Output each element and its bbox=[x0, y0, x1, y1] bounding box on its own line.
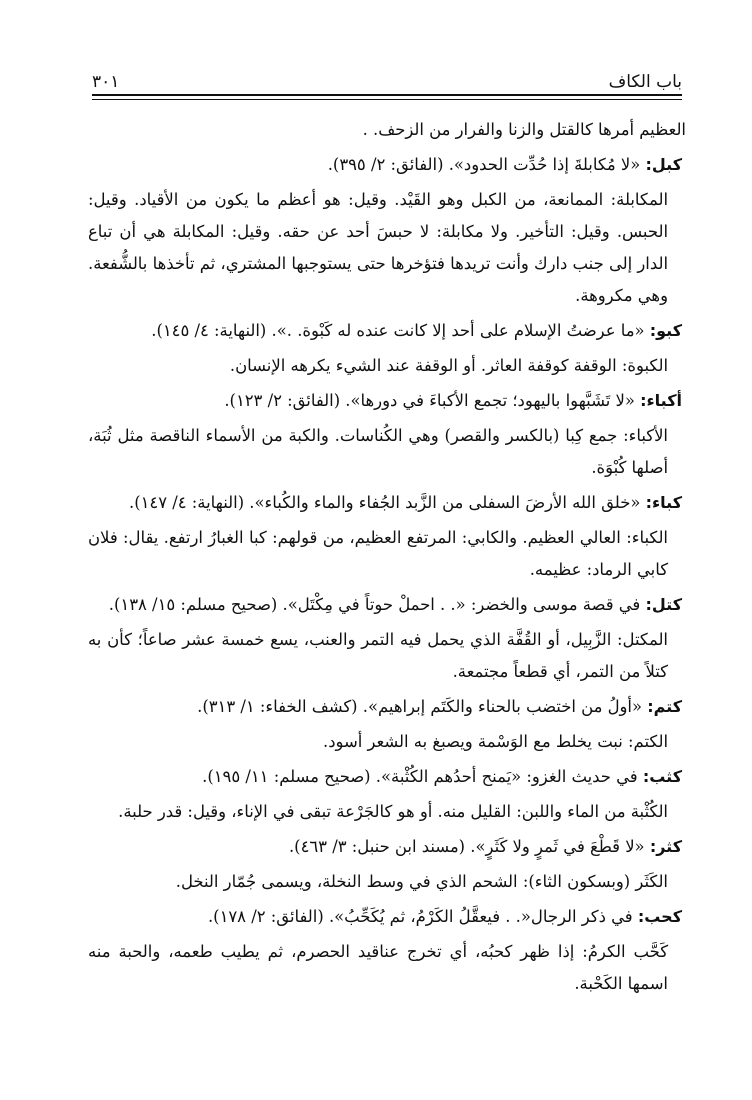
header-rule-thin bbox=[92, 99, 682, 100]
entry-kathr bbox=[88, 831, 686, 863]
headword: أكباء: bbox=[640, 391, 682, 410]
entry-text: «خلق الله الأرضَ السفلى من الزَّبد الجُفاء والماء والكُباء». (النهاية: ٤/ ١٤٧). bbox=[129, 493, 646, 512]
entry-text: «أولُ من اختضب بالحناء والكَتَم إبراهيم». (كشف الخفاء: ١/ ٣١٣). bbox=[197, 697, 648, 716]
page-header bbox=[92, 58, 682, 92]
entry-text: في حديث الغزو: «يَمنح أحدُهم الكُثْبة». (صحيح مسلم: ١١/ ١٩٥). bbox=[202, 767, 643, 786]
entry-kahb bbox=[88, 901, 686, 933]
entry-text: «لا تَشَبَّهوا باليهود؛ تجمع الأكباءَ في دورها». (الفائق: ٢/ ١٢٣). bbox=[224, 391, 641, 410]
header-rule-thick bbox=[92, 94, 682, 96]
explanation-paragraph: الكبوة: الوقفة كوقفة العاثر. أو الوقفة عند الشيء يكرهه الإنسان. bbox=[229, 356, 668, 375]
headword: كحب: bbox=[637, 907, 682, 926]
entry-text: في ذكر الرجال«. . فيعقَّلُ الكَرْمُ، ثم يُكَحِّبُ». (الفائق: ٢/ ١٧٨). bbox=[207, 907, 638, 926]
headword: كتل: bbox=[645, 595, 682, 614]
explanation-paragraph: الكباء: العالي العظيم. والكابي: المرتفع العظيم، من قولهم: كبا الغبارُ ارتفع. يقال: فلان كابي الرماد: عظيمه. bbox=[88, 528, 668, 579]
entry-text: «لا قَطْعَ في ثَمرٍ ولا كَثَرٍ». (مسند ابن حنبل: ٣/ ٤٦٣). bbox=[288, 837, 650, 856]
explanation-paragraph: الكتم: نبت يخلط مع الوَسْمة ويصبغ به الشعر أسود. bbox=[323, 732, 668, 751]
entry-katm bbox=[88, 691, 686, 723]
explanation-paragraph: الكُثْبة من الماء واللبن: القليل منه. أو هو كالجَرْعة تبقى في الإناء، وقيل: قدر حلبة. bbox=[118, 802, 668, 821]
entry-kathb bbox=[88, 761, 686, 793]
continued-paragraph: العظيم أمرها كالقتل والزنا والفرار من الزحف. . bbox=[362, 120, 686, 139]
explanation-paragraph: الكَثَر (وبسكون الثاء): الشحم الذي في وسط النخلة، ويسمى جُمّار النخل. bbox=[175, 872, 668, 891]
headword: كثر: bbox=[649, 837, 682, 856]
entry-kiba bbox=[88, 487, 686, 519]
entry-kabl bbox=[88, 149, 686, 181]
entry-text: «ما عرضتُ الإسلام على أحد إلا كانت عنده له كَبْوة. .». (النهاية: ٤/ ١٤٥). bbox=[151, 321, 650, 340]
entry-text: «لا مُكابلةَ إذا حُدِّت الحدود». (الفائق: ٢/ ٣٩٥). bbox=[327, 155, 646, 174]
headword: كتم: bbox=[647, 697, 682, 716]
explanation-paragraph: كَحَّب الكرمُ: إذا ظهر كحبُه، أي تخرج عناقيد الحصرم، ثم يطيب طعمه، والحبة منه اسمها الكَحْبة. bbox=[88, 942, 668, 993]
entry-akba bbox=[88, 385, 686, 417]
explanation-paragraph: المكتل: الزَّبِيل، أو القُفَّة الذي يحمل فيه التمر والعنب، يسع خمسة عشر صاعاً؛ كأن به كتلاً من التمر، أي قطعاً مجتمعة. bbox=[88, 630, 668, 681]
entry-kabw bbox=[88, 315, 686, 347]
explanation-paragraph: المكابلة: الممانعة، من الكبل وهو القَيْد. وقيل: هو أعظم ما يكون من الأقياد. وقيل: الحبس. وقيل: التأخير. ولا مكابلة: لا حبسَ أحد عن حقه. وقيل: المكابلة هي أن تباع الدار إلى جنب دارك وأنت تريدها فتؤخرها حتى يستوجبها المشتري، ثم تأخذها بالشُّفعة. وهي مكروهة. bbox=[88, 190, 668, 305]
page-number: ٣٠١ bbox=[92, 72, 120, 92]
headword: كبل: bbox=[645, 155, 682, 174]
section-title: باب الكاف bbox=[608, 72, 682, 92]
explanation-paragraph: الأكباء: جمع كِبا (بالكسر والقصر) وهي الكُناسات. والكبة من الأسماء الناقصة مثل ثُبَة، أصلها كُبْوَة. bbox=[88, 426, 668, 477]
headword: كثب: bbox=[642, 767, 682, 786]
entry-katl bbox=[88, 589, 686, 621]
entry-text: في قصة موسى والخضر: «. . احملْ حوتاً في مِكْتَل». (صحيح مسلم: ١٥/ ١٣٨). bbox=[108, 595, 646, 614]
headword: كبو: bbox=[649, 321, 682, 340]
headword: كباء: bbox=[645, 493, 682, 512]
page-body bbox=[88, 114, 686, 1003]
